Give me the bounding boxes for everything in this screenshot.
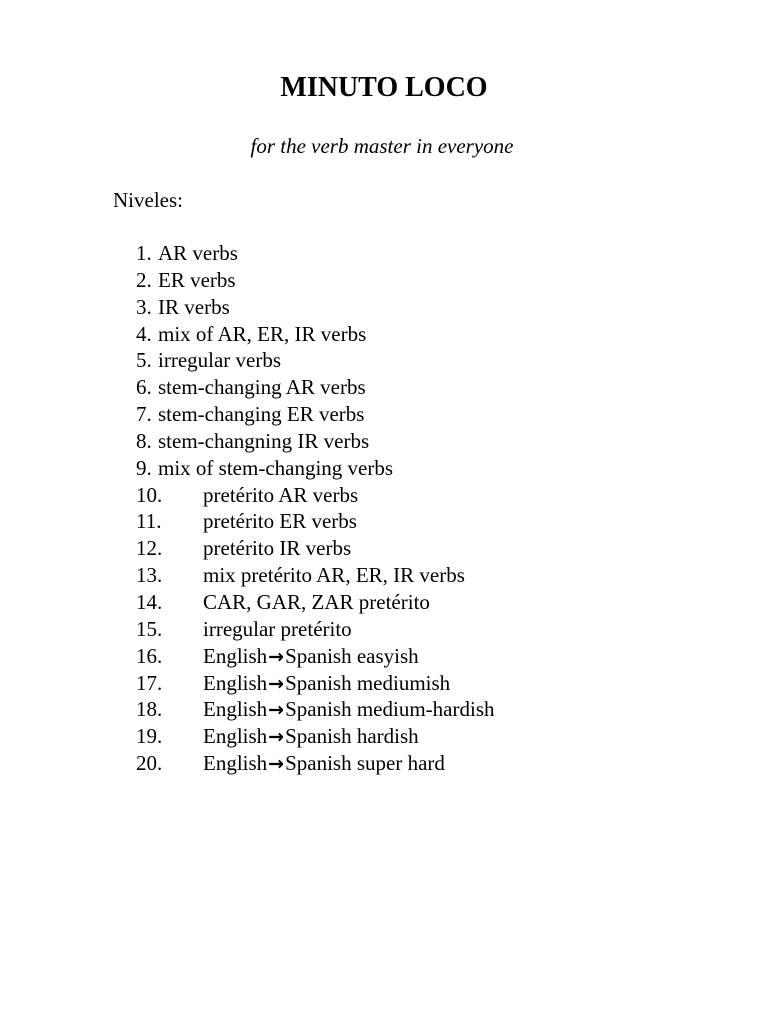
level-item: [0, 670, 768, 697]
right-arrow-icon: →: [268, 645, 285, 668]
level-text: [203, 696, 495, 724]
level-text: AR verbs: [158, 241, 238, 265]
level-item: [0, 294, 768, 321]
level-text: CAR, GAR, ZAR pretérito: [203, 589, 430, 614]
right-arrow-icon: →: [268, 699, 285, 722]
level-number: 3.: [136, 294, 152, 319]
level-item: [0, 616, 768, 643]
level-target: Spanish medium-hardish: [285, 697, 495, 722]
level-text: [203, 723, 419, 751]
level-number: 6.: [136, 375, 152, 400]
right-arrow-icon: →: [268, 753, 285, 776]
level-item: [0, 455, 768, 482]
level-item: [0, 750, 768, 777]
level-item: [0, 508, 768, 535]
level-item: [0, 482, 768, 509]
level-text: pretérito IR verbs: [203, 536, 352, 561]
level-source-language: English: [203, 670, 268, 695]
level-text: [203, 750, 445, 778]
level-number: 20.: [136, 751, 163, 776]
level-target: Spanish super hard: [285, 751, 445, 776]
levels-list: [0, 240, 768, 777]
level-number: 19.: [136, 724, 163, 749]
level-item: [0, 267, 768, 294]
right-arrow-icon: →: [268, 672, 285, 695]
level-item: [0, 589, 768, 616]
level-source-language: English: [203, 643, 268, 668]
level-item: [0, 643, 768, 670]
level-text: stem-changing AR verbs: [158, 375, 366, 400]
document-subtitle: for the verb master in everyone: [250, 134, 514, 158]
level-target: Spanish easyish: [285, 643, 419, 668]
level-number: 7.: [136, 402, 152, 427]
level-text: [203, 670, 450, 698]
level-number: 5.: [136, 348, 152, 373]
level-text: ER verbs: [158, 267, 236, 292]
level-source-language: English: [203, 724, 268, 749]
level-number: 17.: [136, 670, 163, 695]
level-number: 18.: [136, 697, 163, 722]
level-text: pretérito ER verbs: [203, 509, 357, 534]
level-item: [0, 347, 768, 374]
level-item: [0, 428, 768, 455]
level-text: mix of stem-changing verbs: [158, 455, 394, 480]
level-number: 1.: [136, 241, 152, 265]
level-number: 9.: [136, 455, 152, 480]
level-text: pretérito AR verbs: [203, 482, 359, 507]
level-item: [0, 374, 768, 401]
right-arrow-icon: →: [268, 726, 285, 749]
level-number: 10.: [136, 482, 163, 507]
document-title: MINUTO LOCO: [280, 72, 488, 103]
level-target: Spanish mediumish: [285, 670, 451, 695]
level-number: 13.: [136, 563, 163, 588]
level-text: stem-changing ER verbs: [158, 402, 365, 427]
level-text: mix pretérito AR, ER, IR verbs: [203, 563, 465, 588]
level-text: irregular verbs: [158, 348, 282, 373]
level-number: 11.: [136, 509, 162, 534]
level-number: 4.: [136, 321, 152, 346]
level-number: 12.: [136, 536, 163, 561]
level-text: IR verbs: [158, 294, 230, 319]
level-number: 15.: [136, 616, 163, 641]
level-text: mix of AR, ER, IR verbs: [158, 321, 367, 346]
level-target: Spanish hardish: [285, 724, 419, 749]
level-source-language: English: [203, 751, 268, 776]
level-item: [0, 696, 768, 723]
level-item: [0, 723, 768, 750]
level-text: stem-changning IR verbs: [158, 428, 370, 453]
level-text: irregular pretérito: [203, 616, 352, 641]
level-item: [0, 401, 768, 428]
level-number: 8.: [136, 428, 152, 453]
level-item: [0, 321, 768, 348]
level-item: [0, 535, 768, 562]
level-source-language: English: [203, 697, 268, 722]
level-number: 16.: [136, 643, 163, 668]
levels-heading: Niveles:: [113, 188, 183, 212]
level-item: [0, 562, 768, 589]
level-text: [203, 643, 419, 671]
level-number: 14.: [136, 589, 163, 614]
level-number: 2.: [136, 267, 152, 292]
level-item: [0, 240, 768, 267]
